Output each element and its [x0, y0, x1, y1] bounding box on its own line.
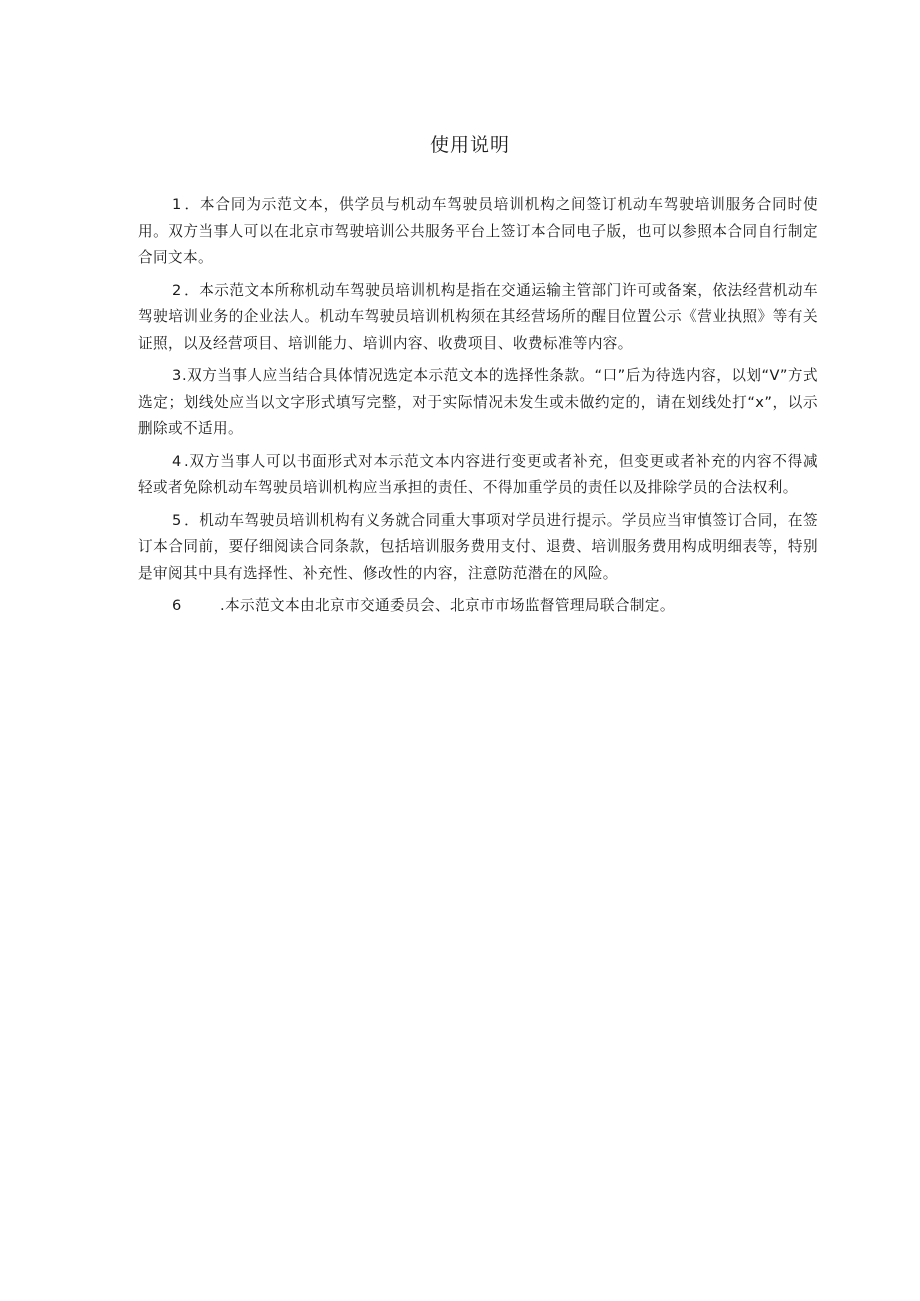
- paragraph-1: [138, 192, 818, 272]
- paragraph-number: 3: [172, 367, 182, 384]
- paragraph-number: 2: [172, 281, 182, 299]
- paragraph-text: .双方当事人应当结合具体情况选定本示范文本的选择性条款。“口”后为待选内容，以划“V”方式选定；划线处应当以文字形式填写完整，对于实际情况未发生或未做约定的，请在划线处打“x”，以示删除或不适用。: [138, 367, 818, 437]
- paragraph-5: [138, 508, 818, 588]
- paragraph-text: ．本示范文本所称机动车驾驶员培训机构是指在交通运输主管部门许可或备案，依法经营机动车驾驶培训业务的企业法人。机动车驾驶员培训机构须在其经营场所的醒目位置公示《营业执照》等有关证照，以及经营项目、培训能力、培训内容、收费项目、收费标准等内容。: [138, 281, 818, 352]
- page-title: 使用说明: [429, 134, 510, 156]
- paragraph-number: 1: [172, 196, 182, 213]
- paragraph-4: [138, 449, 818, 502]
- paragraph-number: 4: [172, 452, 182, 470]
- paragraph-text: ．机动车驾驶员培训机构有义务就合同重大事项对学员进行提示。学员应当审慎签订合同，在签订本合同前，要仔细阅读合同条款，包括培训服务费用支付、退费、培训服务费用构成明细表等，特别是审阅其中具有选择性、补充性、修改性的内容，注意防范潜在的风险。: [138, 511, 818, 582]
- paragraph-text: ．本合同为示范文本，供学员与机动车驾驶员培训机构之间签订机动车驾驶培训服务合同时使用。双方当事人可以在北京市驾驶培训公共服务平台上签订本合同电子版，也可以参照本合同自行制定合同文本。: [138, 196, 818, 266]
- paragraph-number: 5: [172, 511, 182, 529]
- instructions-body: [138, 192, 818, 626]
- paragraph-3: [138, 363, 818, 443]
- paragraph-6: [138, 593, 818, 620]
- paragraph-text: .双方当事人可以书面形式对本示范文本内容进行变更或者补充，但变更或者补充的内容不得减轻或者免除机动车驾驶员培训机构应当承担的责任、不得加重学员的责任以及排除学员的合法权利。: [138, 452, 818, 496]
- paragraph-2: [138, 278, 818, 358]
- paragraph-number: 6: [172, 597, 182, 614]
- paragraph-text: .本示范文本由北京市交通委员会、北京市市场监督管理局联合制定。: [220, 597, 675, 614]
